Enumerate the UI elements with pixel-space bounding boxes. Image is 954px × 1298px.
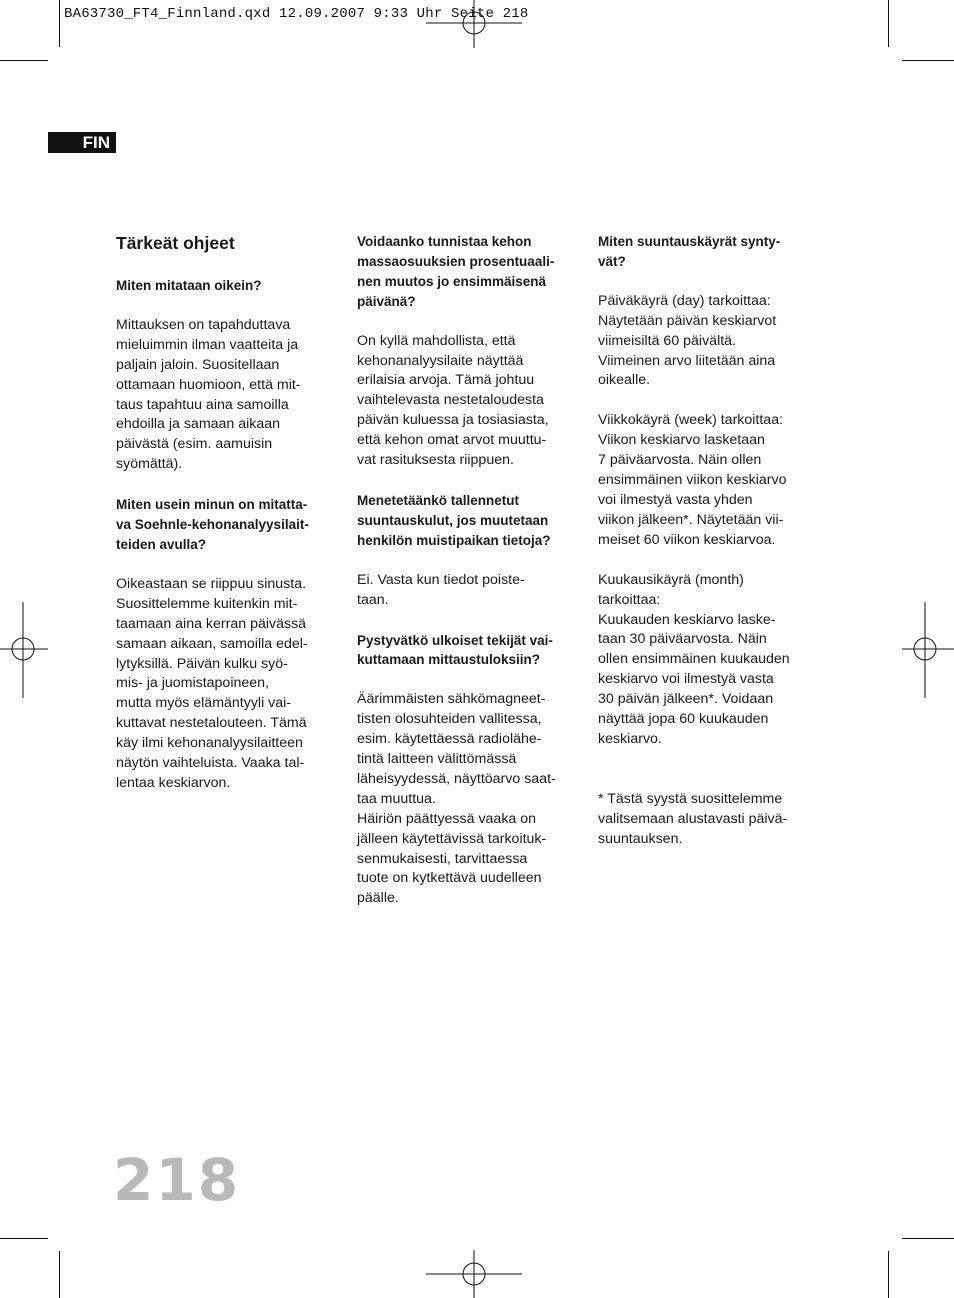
answer-first-day-change: On kyllä mahdollista, että kehonanalyysilaite näyttää erilaisia arvoja. Tämä johtuu vaihtelevasta nestetaloudesta päivän kuluessa ja tosiasiasta, että kehon omat arvot muuttu- vat rasituksesta riippuen. xyxy=(357,332,549,469)
page-number: 218 xyxy=(113,1146,241,1214)
crop-mark-top-left-v xyxy=(59,0,60,47)
registration-mark-right xyxy=(902,602,954,698)
column-1 xyxy=(116,232,332,814)
question-external-factors: Pystyvätkö ulkoiset tekijät vai- kuttamaan mittaustuloksiin? xyxy=(357,632,553,668)
crop-mark-bottom-right-v xyxy=(888,1251,889,1298)
answer-external-factors-continued: Häiriön päättyessä vaaka on jälleen käytettävissä tarkoituk- senmukaisesti, tarvittaessa tuote on kytkettävä uudelleen päälle. xyxy=(357,810,547,907)
question-trend-curves: Miten suuntauskäyrät synty- vät? xyxy=(598,234,781,269)
registration-mark-top xyxy=(426,0,522,48)
question-measure-correctly: Miten mitataan oikein? xyxy=(116,278,262,293)
answer-week-curve: Viikkokäyrä (week) tarkoittaa: Viikon keskiarvo lasketaan 7 päiväarvosta. Näin ollen ensimmäinen viikon keskiarvo voi ilmestyä vasta yhden viikon jälkeen*. Näytetään vii- meiset 60 viikon keskiarvoa. xyxy=(598,412,787,548)
registration-mark-bottom xyxy=(426,1250,522,1298)
answer-measure-correctly: Mittauksen on tapahduttava mieluimmin ilman vaatteita ja paljain jaloin. Suositellaan ottamaan huomioon, että mit- taus tapahtuu aina samoilla ehdoilla ja samaan aikaan päivästä (esim. aamuisin syömättä). xyxy=(116,316,301,473)
answer-day-curve: Päiväkäyrä (day) tarkoittaa: Näytetään päivän keskiarvot viimeisiltä 60 päivältä. Viimeinen arvo liitetään aina oikealle. xyxy=(598,292,777,389)
question-measure-frequency: Miten usein minun on mitatta- va Soehnle-kehonanalyysilait- teiden avulla? xyxy=(116,497,309,552)
column-2 xyxy=(357,232,573,929)
crop-mark-top-right-v xyxy=(888,0,889,47)
question-first-day-change: Voidaanko tunnistaa kehon massaosuuksien prosentuaali- nen muutos jo ensimmäisenä päivänä? xyxy=(357,234,555,309)
answer-trend-loss: Ei. Vasta kun tiedot poiste- taan. xyxy=(357,571,525,608)
language-tab: FIN xyxy=(48,132,116,153)
crop-mark-bottom-right-h xyxy=(902,1238,954,1239)
question-trend-loss: Menetetäänkö tallennetut suuntauskulut, jos muutetaan henkilön muistipaikan tietoja? xyxy=(357,492,551,548)
crop-mark-top-right-h xyxy=(902,60,954,61)
registration-mark-left xyxy=(0,602,48,698)
crop-mark-top-left-h xyxy=(0,60,48,61)
answer-month-curve: Kuukausikäyrä (month) tarkoittaa: Kuukauden keskiarvo laske- taan 30 päiväarvosta. Näin ollen ensimmäinen kuukauden keskiarvo voi ilmestyä vasta 30 päivän jälkeen*. Voidaan näyttää jopa 60 kuukauden keskiarvo. xyxy=(598,571,790,747)
crop-mark-bottom-left-h xyxy=(0,1238,48,1239)
crop-mark-bottom-left-v xyxy=(59,1251,60,1298)
answer-external-factors: Äärimmäisten sähkömagneet- tisten olosuhteiden vallitessa, esim. käytettäessä radiolähe- tintä laitteen välittömässä läheisyydessä, näyttöarvo saat- taa muuttua. xyxy=(357,691,556,807)
print-slug: BA63730_FT4_Finnland.qxd 12.09.2007 9:33 Uhr Seite 218 xyxy=(64,6,529,22)
column-3 xyxy=(598,232,814,870)
footnote: * Tästä syystä suosittelemme valitsemaan alustavasti päivä- suuntauksen. xyxy=(598,790,788,847)
answer-measure-frequency: Oikeastaan se riippuu sinusta. Suosittelemme kuitenkin mit- taamaan aina kerran päivässä samaan aikaan, samoilla edel- lytyksillä. Päivän kulku syö- mis- ja juomistapoineen, mutta myös elämäntyyli vai- kuttavat nestetalouteen. Tämä käy ilmi kehonanalyysilaitteen näytön vaihteluista. Vaaka tal- lentaa keskiarvon. xyxy=(116,575,308,791)
section-title: Tärkeät ohjeet xyxy=(116,233,235,253)
